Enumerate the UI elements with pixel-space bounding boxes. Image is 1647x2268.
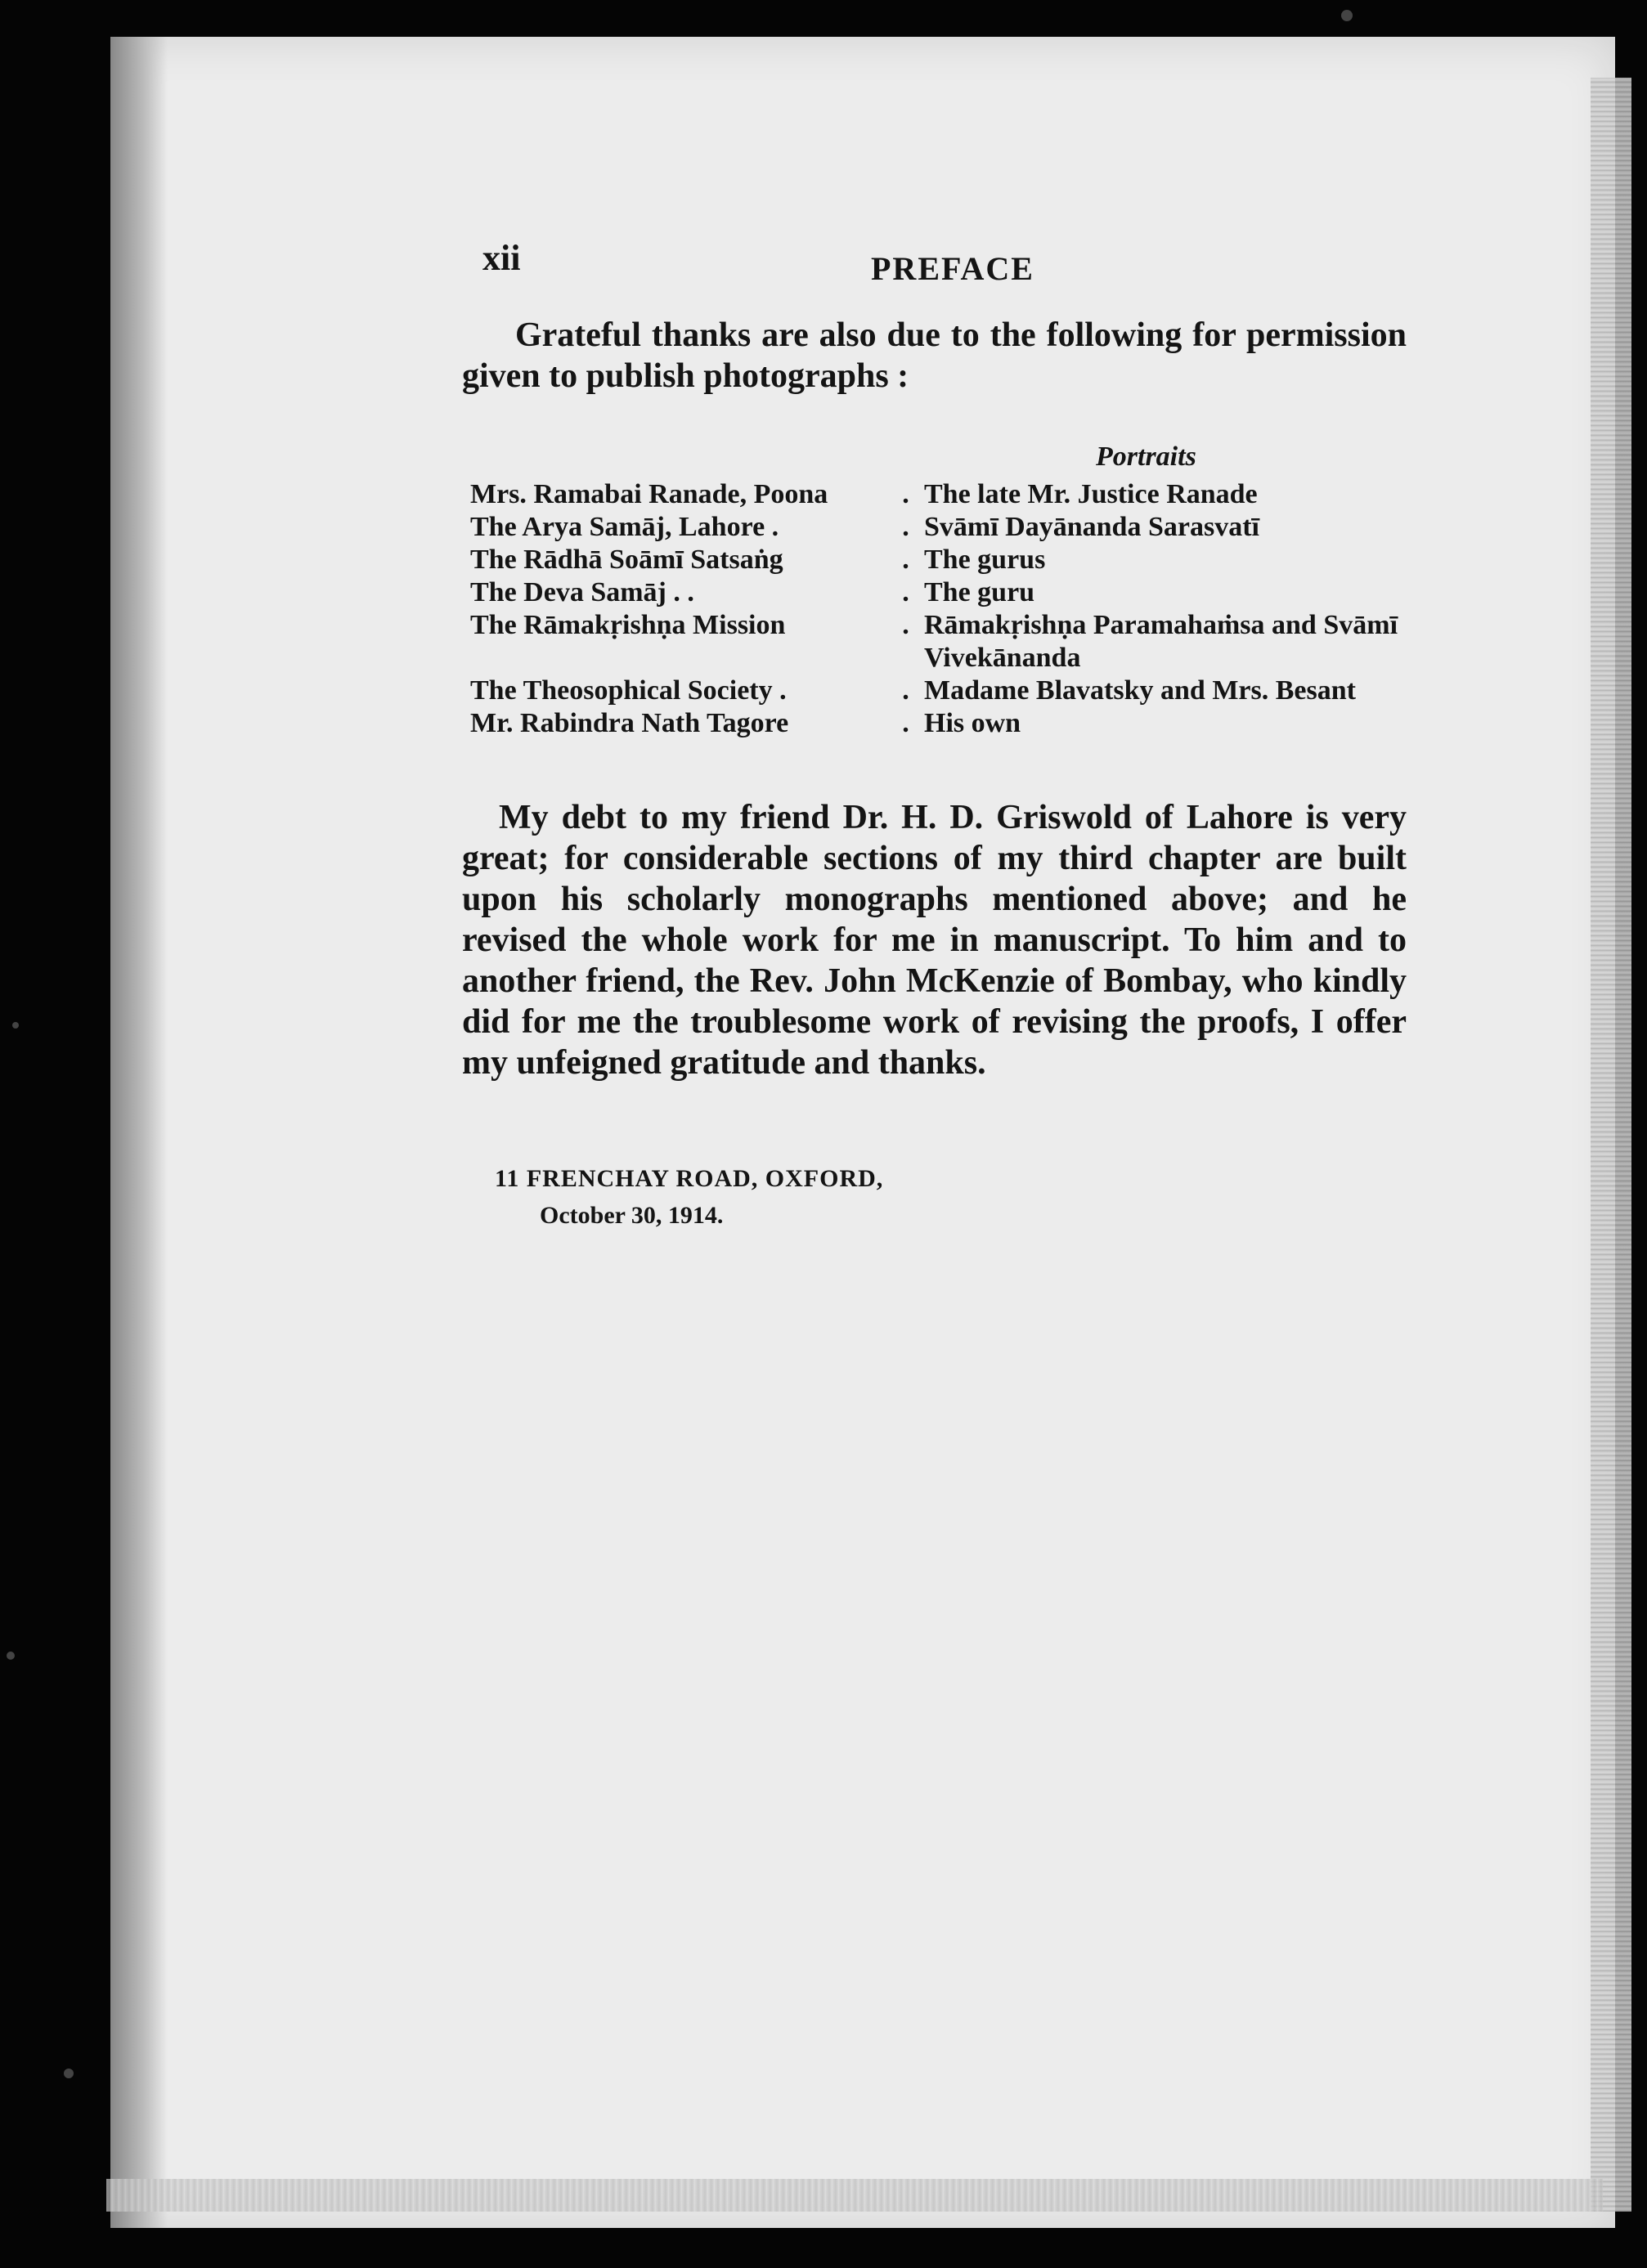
credit-leader-dot: . (902, 545, 909, 575)
debt-paragraph: My debt to my friend Dr. H. D. Griswold of Lahore is very great; for considerable sections of my third chapter are built upon his scholarly monographs mentioned above; and he revised the whole work for me in manuscript. To him and to another friend, the Rev. John McKenzie of Bombay, who kindly did for me the troublesome work of revising the proofs, I offer my unfeigned gratitude and thanks. (462, 799, 1407, 1082)
credit-portrait: Madame Blavatsky and Mrs. Besant (924, 675, 1356, 706)
page-edge-right (1591, 78, 1631, 2212)
credit-leader-dot: . (902, 675, 909, 706)
credit-portrait: His own (924, 708, 1021, 738)
credit-source: The Theosophical Society . (470, 675, 787, 706)
page-edge-bottom (106, 2179, 1603, 2212)
credit-row (470, 544, 1411, 576)
page-number: xii (482, 238, 521, 278)
running-head: PREFACE (871, 250, 1034, 287)
credit-portrait: The gurus (924, 545, 1046, 575)
book-binding-shadow (110, 37, 168, 2228)
credit-source: Mr. Rabindra Nath Tagore (470, 708, 789, 738)
credit-source: The Rāmakṛishṇa Mission (470, 610, 786, 640)
intro-paragraph: Grateful thanks are also due to the following for permission given to publish photographs : (462, 316, 1407, 395)
credit-leader-dot: . (902, 512, 909, 542)
scan-speck (64, 2069, 74, 2078)
signoff-address: 11 FRENCHAY ROAD, OXFORD, (495, 1165, 884, 1192)
photo-credits-list (470, 478, 1411, 740)
credit-source: Mrs. Ramabai Ranade, Poona (470, 479, 828, 509)
credit-source: The Arya Samāj, Lahore . (470, 512, 779, 542)
credit-portrait: The guru (924, 577, 1035, 607)
credit-row (470, 707, 1411, 740)
credit-leader-dot: . (902, 577, 909, 607)
credit-source: The Deva Samāj . . (470, 577, 694, 607)
credit-leader-dot: . (902, 479, 909, 509)
credit-portrait: Svāmī Dayānanda Sarasvatī (924, 512, 1259, 542)
signoff-date: October 30, 1914. (540, 1202, 724, 1229)
credit-source: The Rādhā Soāmī Satsaṅg (470, 545, 783, 575)
credit-row (470, 511, 1411, 544)
credit-row (470, 675, 1411, 707)
portraits-heading: Portraits (1096, 441, 1196, 472)
credit-leader-dot: . (902, 708, 909, 738)
scan-speck (7, 1652, 15, 1660)
scan-speck (12, 1022, 19, 1029)
credit-leader-dot: . (902, 610, 909, 640)
credit-portrait: Rāmakṛishṇa Paramahaṁsa and Svāmī Vivekānanda (924, 610, 1398, 673)
credit-portrait: The late Mr. Justice Ranade (924, 479, 1258, 509)
credit-row (470, 576, 1411, 609)
credit-row (470, 609, 1411, 675)
scan-speck (1341, 10, 1353, 21)
credit-row (470, 478, 1411, 511)
